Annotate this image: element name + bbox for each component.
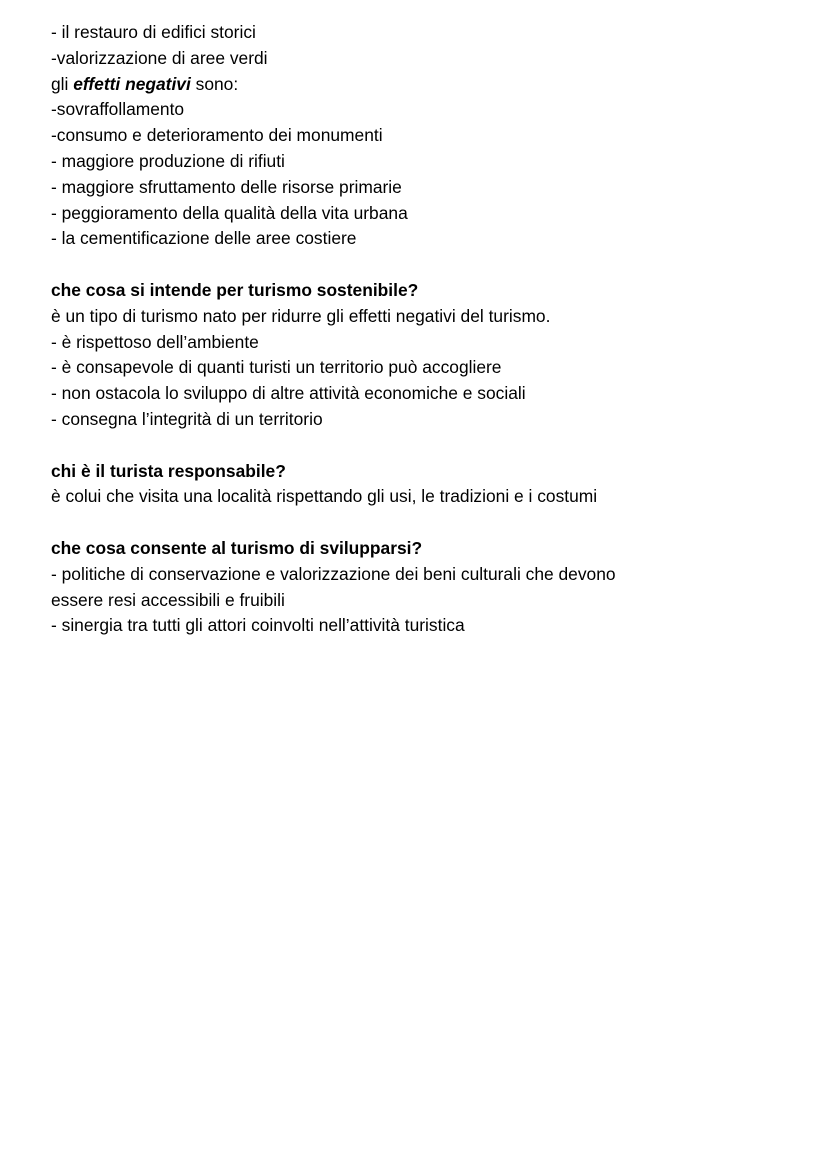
section-heading: che cosa consente al turismo di svilupparsi? xyxy=(51,537,423,558)
paragraph-line: essere resi accessibili e fruibili xyxy=(51,589,285,610)
list-item: -sovraffollamento xyxy=(51,99,185,120)
intro-suffix: sono: xyxy=(190,73,239,94)
positive-effects-list xyxy=(51,20,791,72)
list-item: - maggiore produzione di rifiuti xyxy=(51,150,285,171)
paragraph-line: è un tipo di turismo nato per ridurre gli effetti negativi del turismo. xyxy=(51,305,551,326)
list-item: - è consapevole di quanti turisti un territorio può accogliere xyxy=(51,357,502,378)
list-item: - è rispettoso dell’ambiente xyxy=(51,331,259,352)
section-heading: che cosa si intende per turismo sostenibile? xyxy=(51,279,419,300)
list-item: - il restauro di edifici storici xyxy=(51,22,256,42)
negative-effects-intro xyxy=(51,72,791,98)
negative-effects-section xyxy=(51,72,791,253)
responsible-tourist-section xyxy=(51,459,791,511)
list-item: - non ostacola lo sviluppo di altre attività economiche e sociali xyxy=(51,383,526,404)
section-heading: chi è il turista responsabile? xyxy=(51,460,286,481)
sustainable-tourism-section xyxy=(51,278,791,433)
list-item: - maggiore sfruttamento delle risorse primarie xyxy=(51,176,402,197)
document-page xyxy=(51,20,791,639)
list-item: - la cementificazione delle aree costiere xyxy=(51,228,357,249)
list-item: - politiche di conservazione e valorizzazione dei beni culturali che devono xyxy=(51,563,616,584)
list-item: -valorizzazione di aree verdi xyxy=(51,47,268,68)
paragraph-line: è colui che visita una località rispettando gli usi, le tradizioni e i costumi xyxy=(51,486,598,507)
list-item: -consumo e deterioramento dei monumenti xyxy=(51,125,383,146)
tourism-development-section xyxy=(51,536,791,639)
list-item: - peggioramento della qualità della vita urbana xyxy=(51,202,408,223)
list-item: - sinergia tra tutti gli attori coinvolti nell’attività turistica xyxy=(51,615,465,636)
intro-emphasis: effetti negativi xyxy=(73,73,191,94)
list-item: - consegna l’integrità di un territorio xyxy=(51,408,323,429)
intro-prefix: gli xyxy=(51,73,74,94)
